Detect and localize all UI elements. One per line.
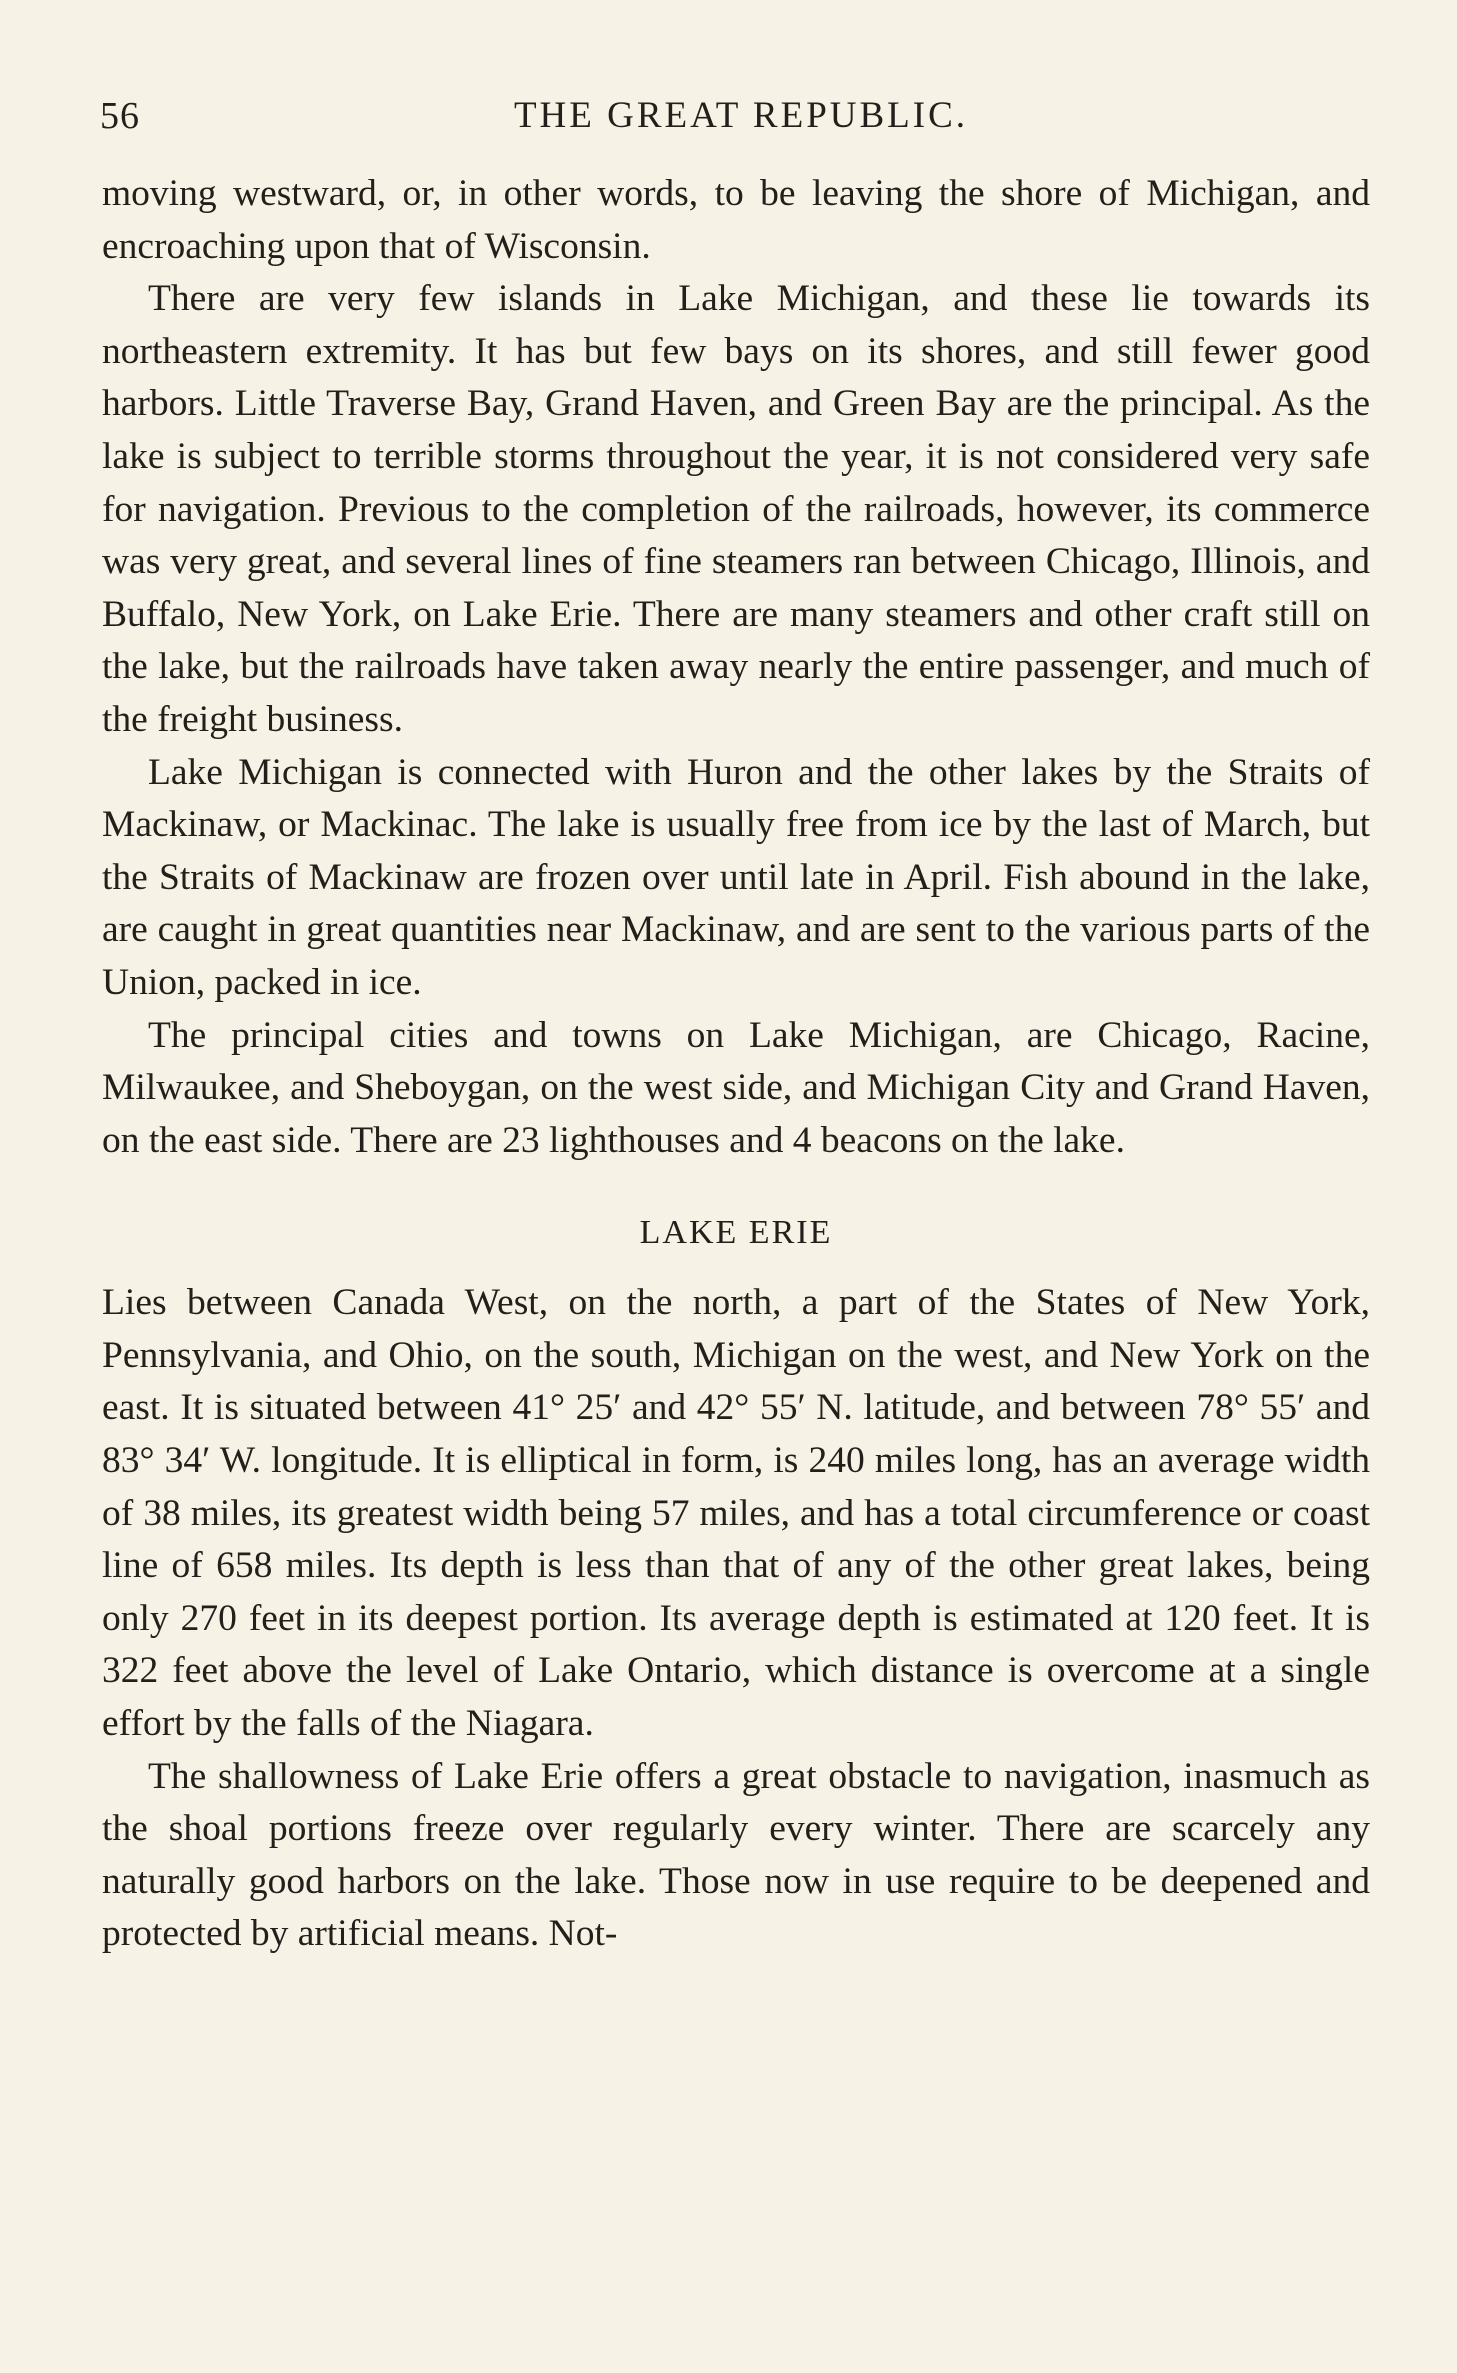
paragraph-continued: moving westward, or, in other words, to be leaving the shore of Michigan, and encroaching upon that of Wisconsin. — [102, 173, 1370, 267]
paragraph-lake-erie-location: Lies between Canada West, on the north, a part of the States of New York, Pennsylvania, and Ohio, on the south, Michigan on the west, and New York on the east. It is situated between 41° 25′ and 42° 55′ N. latitude, and between 78° 55′ and 83° 34′ W. longitude. It is elliptical in form, is 240 miles long, has an average width of 38 miles, its greatest width being 57 miles, and has a total circumference or coast line of 658 miles. Its depth is less than that of any of the other great lakes, being only 270 feet in its deepest portion. Its average depth is estimated at 120 feet. It is 322 feet above the level of Lake Ontario, which distance is overcome at a single effort by the falls of the Niagara. — [102, 1282, 1370, 1745]
running-title: THE GREAT REPUBLIC. — [513, 95, 969, 136]
section-heading-lake-erie: LAKE ERIE — [639, 1214, 833, 1252]
body-text — [102, 168, 1370, 1961]
paragraph-cities: The principal cities and towns on Lake Michigan, are Chicago, Racine, Milwaukee, and Sheboygan, on the west side, and Michigan City and Grand Haven, on the east side. There are 23 lighthouses and 4 beacons on the lake. — [102, 1014, 1370, 1161]
page-number: 56 — [100, 95, 140, 137]
running-head — [100, 94, 1382, 144]
paragraph-lake-erie-navigation: The shallowness of Lake Erie offers a great obstacle to navigation, inasmuch as the shoal portions freeze over regularly every winter. There are scarcely any naturally good harbors on the lake. Those now in use require to be deepened and protected by artificial means. Not- — [102, 1755, 1370, 1955]
paragraph-islands: There are very few islands in Lake Michigan, and these lie towards its northeastern extremity. It has but few bays on its shores, and still fewer good harbors. Little Traverse Bay, Grand Haven, and Green Bay are the principal. As the lake is subject to terrible storms throughout the year, it is not considered very safe for navigation. Previous to the completion of the railroads, however, its commerce was very great, and several lines of fine steamers ran between Chicago, Illinois, and Buffalo, New York, on Lake Erie. There are many steamers and other craft still on the lake, but the railroads have taken away nearly the entire passenger, and much of the freight business. — [102, 278, 1370, 740]
paragraph-straits: Lake Michigan is connected with Huron and the other lakes by the Straits of Mackinaw, or Mackinac. The lake is usually free from ice by the last of March, but the Straits of Mackinaw are frozen over until late in April. Fish abound in the lake, are caught in great quantities near Mackinaw, and are sent to the various parts of the Union, packed in ice. — [102, 751, 1370, 1003]
